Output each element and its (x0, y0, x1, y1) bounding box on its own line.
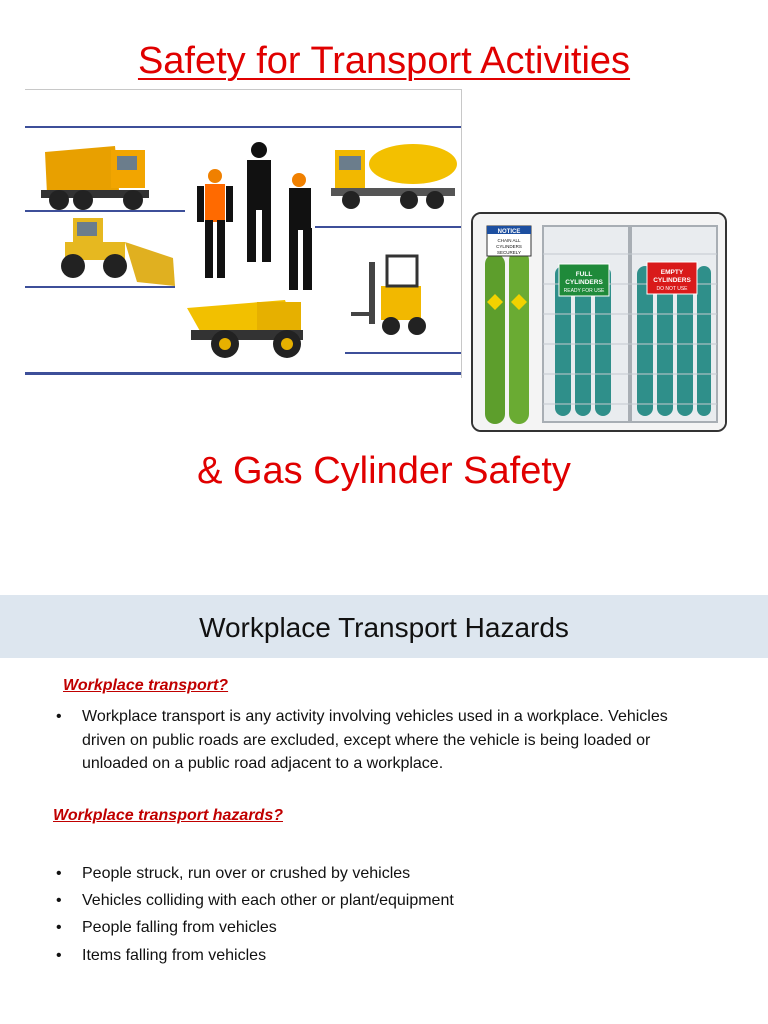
collage-rule (345, 352, 461, 354)
svg-text:NOTICE: NOTICE (497, 229, 521, 235)
collage-rule (315, 226, 461, 228)
slide-subtitle: & Gas Cylinder Safety (197, 450, 571, 492)
wheel-loader-icon (61, 218, 175, 286)
forklift-icon (351, 256, 426, 335)
dump-truck-icon (41, 146, 149, 210)
svg-text:SECURELY: SECURELY (497, 250, 521, 255)
empty-cylinders-sign (647, 262, 697, 294)
svg-text:FULL: FULL (575, 271, 593, 278)
bullet-icon: • (56, 708, 62, 725)
svg-text:CYLINDERS: CYLINDERS (653, 277, 691, 284)
cement-mixer-truck-icon (331, 144, 457, 209)
hazard-list-item (56, 916, 277, 940)
hazard-text: Vehicles colliding with each other or plant/equipment (82, 892, 454, 909)
bullet-icon: • (56, 919, 62, 936)
hazard-text: People falling from vehicles (82, 919, 277, 936)
svg-text:CHAIN ALL: CHAIN ALL (497, 238, 521, 243)
mining-truck-icon (187, 300, 303, 358)
svg-text:CYLINDERS: CYLINDERS (565, 279, 603, 286)
hazard-text: Items falling from vehicles (82, 947, 267, 964)
notice-sign (487, 226, 531, 256)
question-workplace-transport: Workplace transport? (63, 677, 229, 694)
hazard-list-item (56, 862, 410, 886)
collage-rule (25, 126, 461, 128)
bullet-icon: • (56, 865, 62, 882)
bullet-icon: • (56, 892, 62, 909)
question-transport-hazards: Workplace transport hazards? (53, 807, 283, 824)
collage-rule (25, 286, 175, 288)
collage-rule (25, 210, 185, 212)
collage-rule (25, 372, 461, 375)
svg-text:READY FOR USE: READY FOR USE (563, 288, 605, 294)
bullet-icon: • (56, 947, 62, 964)
vehicles-collage-image (25, 89, 462, 378)
section-title: Workplace Transport Hazards (199, 612, 569, 643)
definition-bullet (56, 705, 676, 776)
workers-silhouette-icon (197, 142, 312, 290)
gas-cylinder-cage-image (471, 212, 727, 432)
svg-text:EMPTY: EMPTY (660, 269, 684, 276)
full-cylinders-sign (559, 264, 609, 296)
hazard-list-item (56, 889, 454, 913)
svg-text:CYLINDERS: CYLINDERS (496, 244, 522, 249)
definition-text: Workplace transport is any activity involving vehicles used in a workplace. Vehicles driven on public roads are excluded, except where the vehicle is being loaded or unloaded on a public road adjacent to a workplace. (82, 708, 668, 772)
svg-text:DO NOT USE: DO NOT USE (656, 286, 688, 292)
hazard-list-item (56, 944, 266, 968)
hazard-text: People struck, run over or crushed by vehicles (82, 865, 411, 882)
slide-title: Safety for Transport Activities (137, 40, 631, 82)
